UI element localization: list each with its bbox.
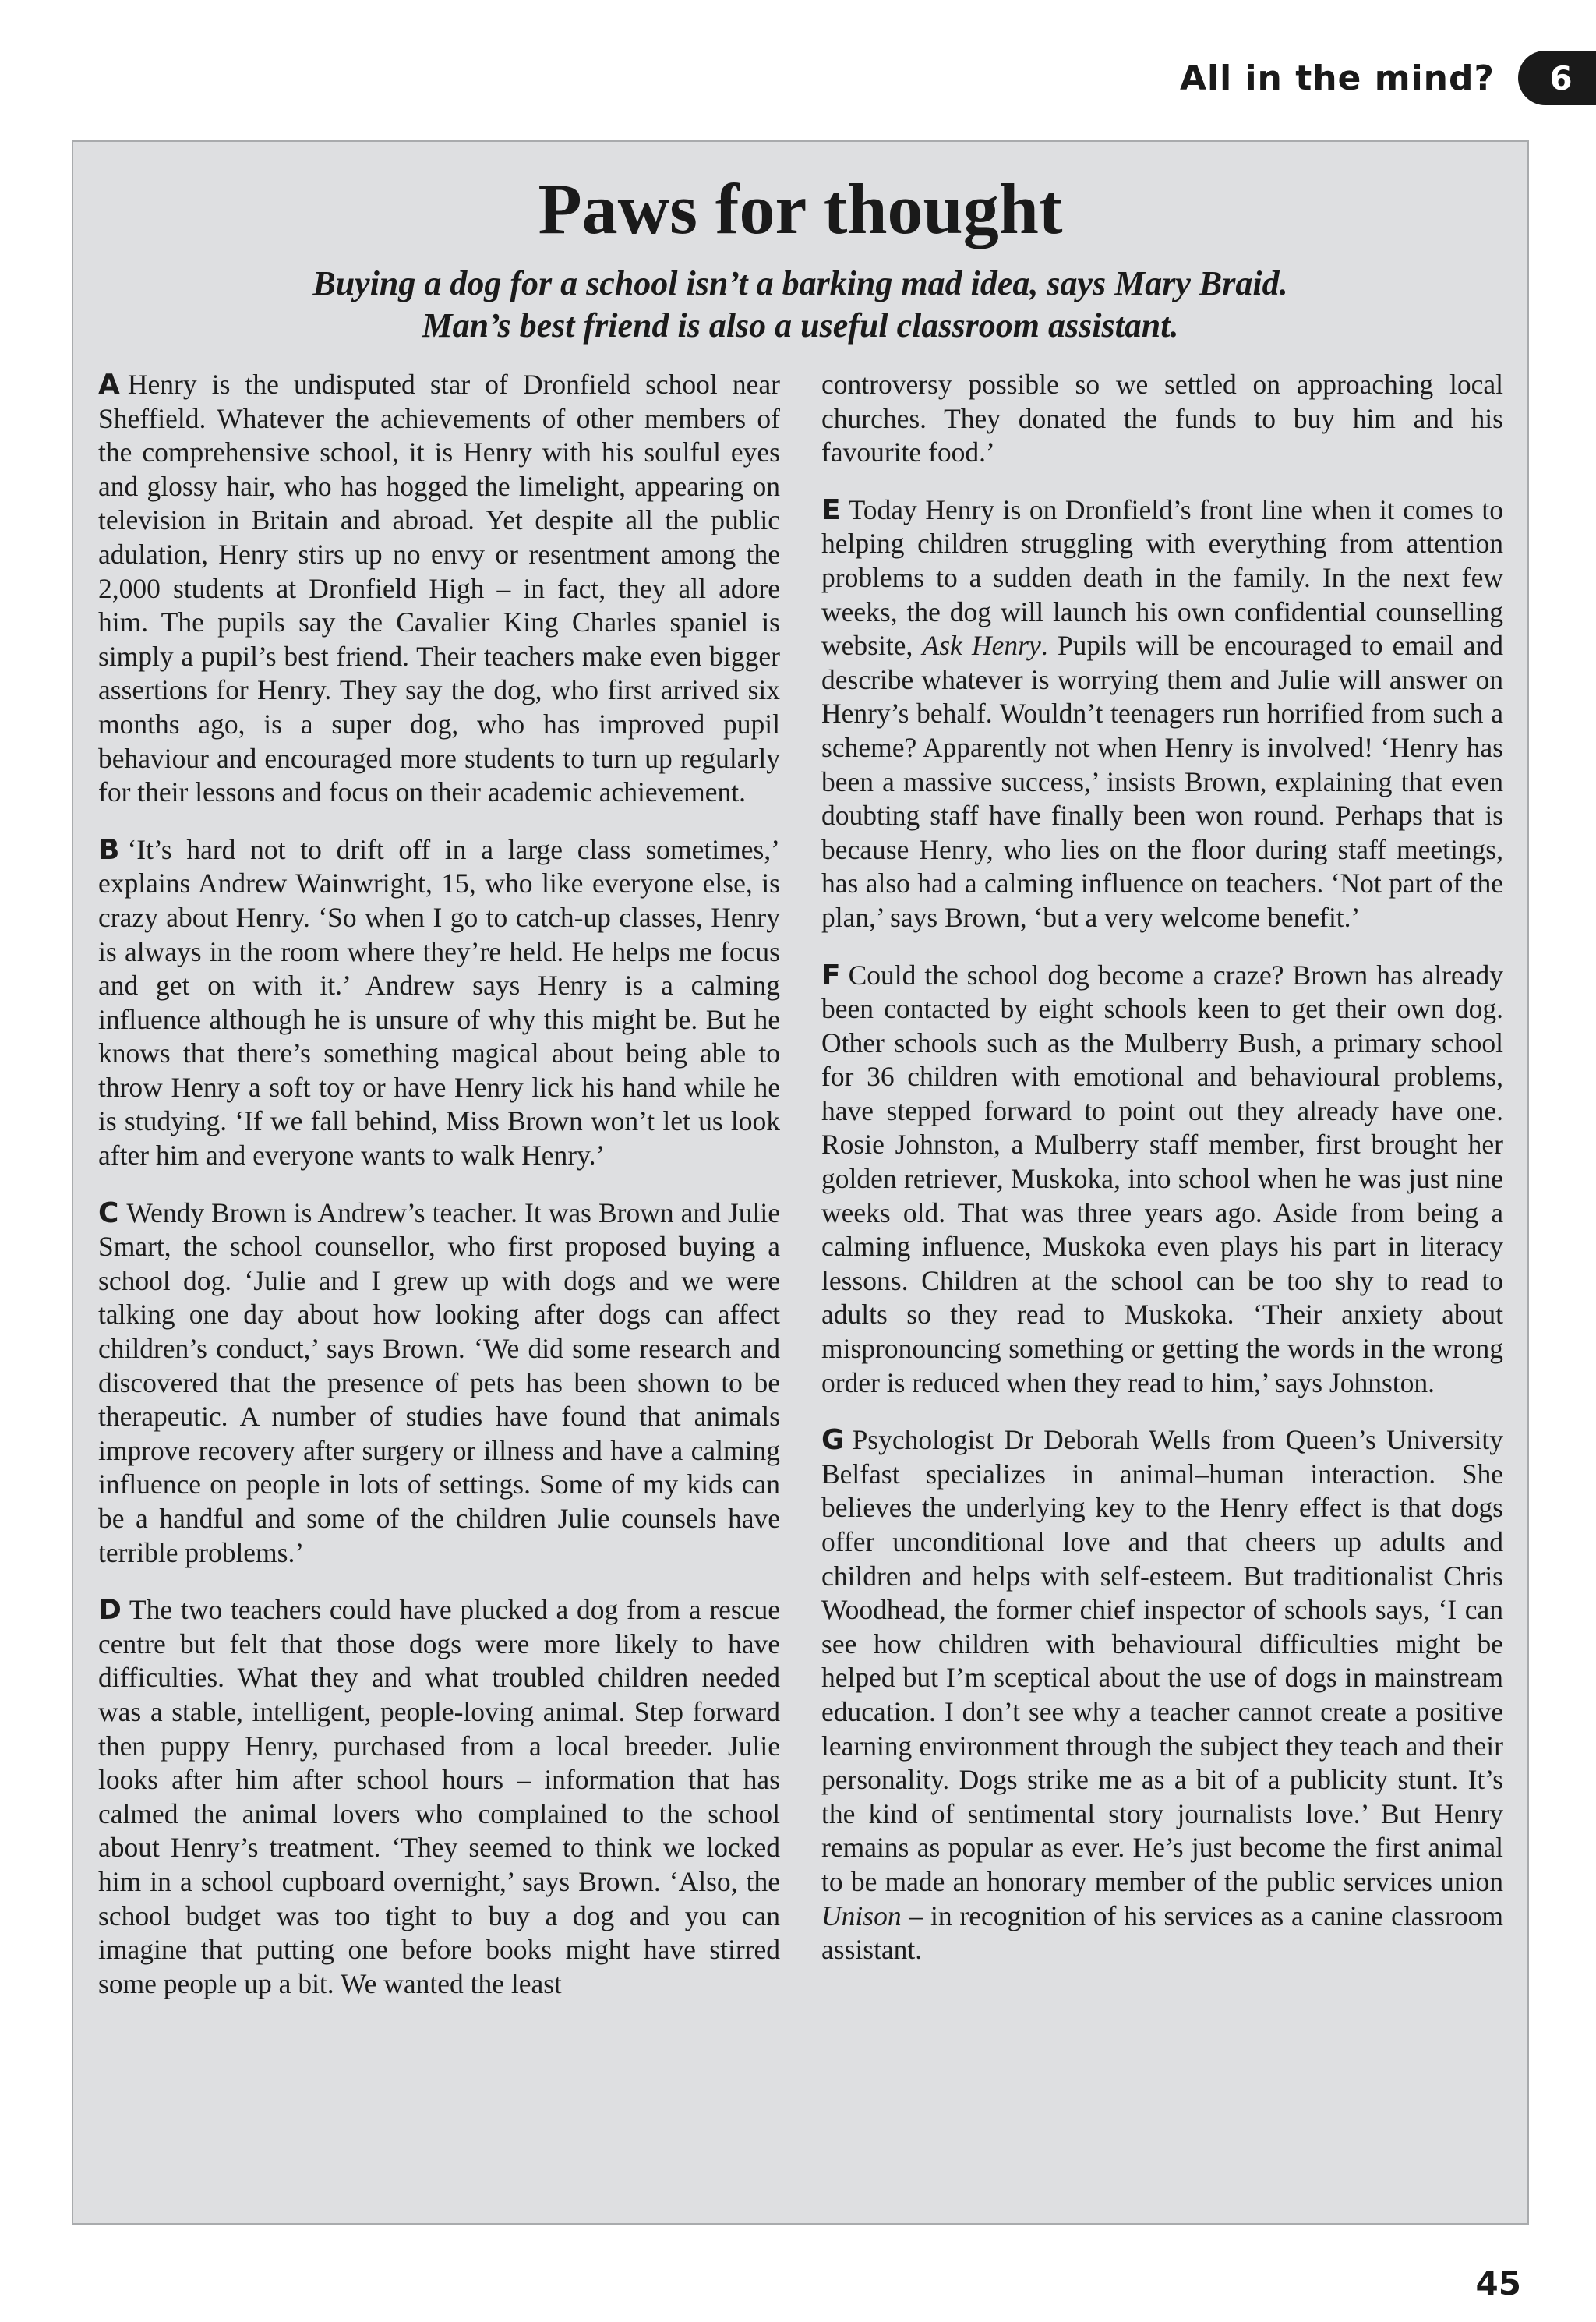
running-head	[1180, 48, 1596, 108]
paragraph-text: Wendy Brown is Andrew’s teacher. It was Brown and Julie Smart, the school counsellor, who first proposed buying a school dog. ‘Julie and I grew up with dogs and we were talking one day about how looking after dogs can affect children’s conduct,’ says Brown. ‘We did some research and discovered that the presence of pets has been shown to be therapeutic. A number of studies have found that animals improve recovery after surgery or illness and have a calming influence on people in lots of settings. Some of my kids can be a handful and some of the children Julie counsels have terrible problems.’	[98, 1196, 780, 1568]
paragraph-text: controversy possible so we settled on approaching local churches. They donated the funds to buy him and his favourite food.’	[821, 369, 1503, 468]
paragraph-c	[98, 1196, 780, 1571]
paragraph-a	[98, 368, 780, 810]
paragraph-g	[821, 1423, 1503, 1967]
paragraph-letter: A	[98, 369, 120, 401]
left-column	[98, 368, 780, 2024]
article-panel	[72, 140, 1529, 2225]
standfirst-line-1: Buying a dog for a school isn’t a barking mad idea, says Mary Braid.	[312, 264, 1288, 302]
paragraph-d	[98, 1593, 780, 2001]
paragraph-text: . Pupils will be encouraged to email and describe whatever is worrying them and Julie will answer on Henry’s behalf. Wouldn’t teenagers run horrified from such a scheme? Apparently not when Henry is involved! ‘Henry has been a massive success,’ insists Brown, explaining that even doubting staff have finally been won round. Perhaps that is because Henry, who lies on the floor during staff meetings, has also had a calming influence on teachers. ‘Not part of the plan,’ says Brown, ‘but a very welcome benefit.’	[821, 630, 1503, 933]
website-name: Ask Henry	[922, 630, 1041, 662]
paragraph-letter: D	[98, 1594, 122, 1627]
paragraph-letter: B	[98, 833, 120, 866]
right-column	[821, 368, 1503, 1991]
paragraph-text: Today Henry is on Dronfield’s front line when it comes to helping children struggling with everything from attention problems to a sudden death in the family. In the next few weeks, the dog will launch his own confidential counselling website,	[821, 493, 1503, 662]
paragraph-b	[98, 833, 780, 1173]
paragraph-text: ‘It’s hard not to drift off in a large class sometimes,’ explains Andrew Wainwright, 15, who like everyone else, is crazy about Henry. ‘So when I go to catch-up classes, Henry is always in the room where they’re held. He helps me focus and get on with it.’ Andrew says Henry is a calming influence although he is unsure of why this might be. But he knows that there’s something magical about being able to throw Henry a soft toy or have Henry lick his hand while he is studying. ‘If we fall behind, Miss Brown won’t let us look after him and everyone wants to walk Henry.’	[98, 833, 780, 1172]
article-standfirst	[73, 263, 1527, 347]
page-number: 45	[1475, 2264, 1521, 2303]
union-name: Unison	[821, 1900, 902, 1931]
paragraph-letter: G	[821, 1424, 845, 1457]
paragraph-text: The two teachers could have plucked a dog from a rescue centre but felt that those dogs were more likely to have difficulties. What they and what troubled children needed was a stable, intelligent, people-loving animal. Step forward then puppy Henry, purchased from a local breeder. Julie looks after him after school hours – information that has calmed the animal lovers who complained to the school about Henry’s treatment. ‘They seemed to think we locked him in a school cupboard overnight,’ says Brown. ‘Also, the school budget was too tight to buy a dog and you can imagine that putting one before books might have stirred some people up a bit. We wanted the least	[98, 1594, 780, 1999]
standfirst-line-2: Man’s best friend is also a useful classroom assistant.	[422, 306, 1179, 345]
paragraph-letter: C	[98, 1196, 119, 1229]
paragraph-letter: E	[821, 493, 841, 526]
paragraph-d-continued	[821, 368, 1503, 470]
paragraph-f	[821, 959, 1503, 1401]
paragraph-text: Could the school dog become a craze? Brown has already been contacted by eight schools keen to get their own dog. Other schools such as the Mulberry Bush, a primary school for 36 children with emotional and behavioural problems, have stepped forward to point out they already have one. Rosie Johnston, a Mulberry staff member, first brought her golden retriever, Muskoka, into school when he was just nine weeks old. That was three years ago. Aside from being a calming influence, Muskoka even plays his part in literacy lessons. Children at the school can be too shy to read to adults so they read to Muskoka. ‘Their anxiety about mispronouncing something or getting the words in the wrong order is reduced when they read to him,’ says Johnston.	[821, 959, 1503, 1398]
paragraph-text: – in recognition of his services as a canine classroom assistant.	[821, 1900, 1504, 1966]
paragraph-text: Psychologist Dr Deborah Wells from Queen’s University Belfast specializes in animal–human interaction. She believes the underlying key to the Henry effect is that dogs offer unconditional love and that cheers up adults and children and helps with self-esteem. But traditionalist Chris Woodhead, the former chief inspector of schools says, ‘I can see how children with behavioural difficulties might be helped but I’m sceptical about the use of dogs in mainstream education. I don’t see why a teacher cannot create a positive learning environment through the subject they teach and their personality. Dogs strike me as a bit of a publicity stunt. It’s the kind of sentimental story journalists love.’ But Henry remains as popular as ever. He’s just become the first animal to be made an honorary member of the public services union	[821, 1424, 1503, 1897]
unit-number-tab: 6	[1518, 51, 1596, 105]
article-title: Paws for thought	[538, 169, 1063, 249]
section-title: All in the mind?	[1179, 58, 1495, 98]
paragraph-e	[821, 493, 1503, 935]
paragraph-text: Henry is the undisputed star of Dronfield school near Sheffield. Whatever the achievements of other members of the comprehensive school, it is Henry with his soulful eyes and glossy hair, who has hogged the limelight, appearing on television in Britain and abroad. Yet despite all the public adulation, Henry stirs up no envy or resentment among the 2,000 students at Dronfield High – in fact, they all adore him. The pupils say the Cavalier King Charles spaniel is simply a pupil’s best friend. Their teachers make even bigger assertions for Henry. They say the dog, who first arrived six months ago, is a super dog, who has improved pupil behaviour and encouraged more students to turn up regularly for their lessons and focus on their academic achievement.	[98, 369, 780, 808]
paragraph-letter: F	[821, 959, 841, 991]
